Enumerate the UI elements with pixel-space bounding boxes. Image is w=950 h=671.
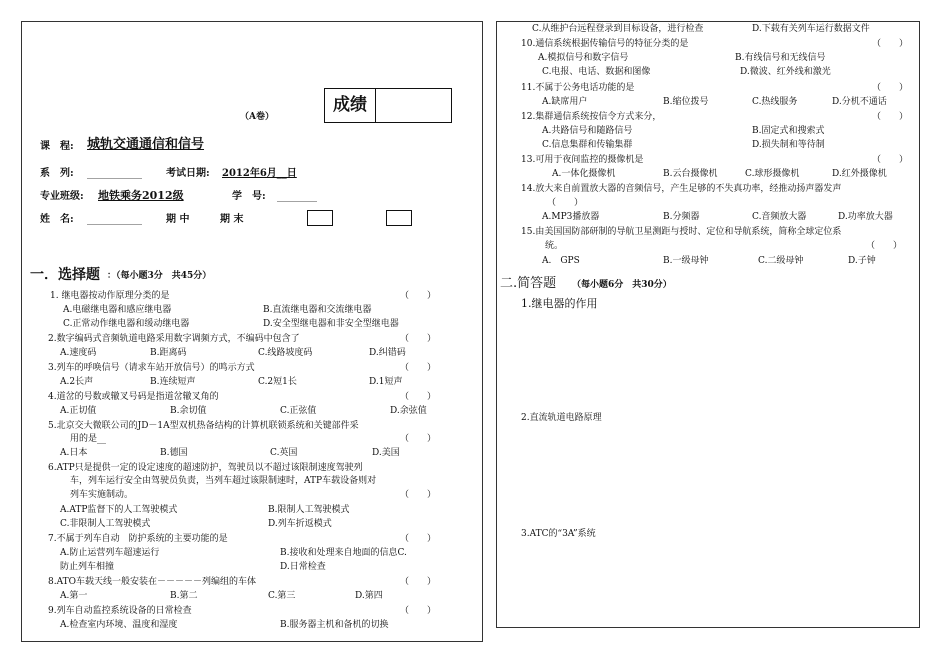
q8-option-d[interactable]: D.第四 [355, 591, 383, 601]
dept-field[interactable]: ___________ [87, 168, 142, 179]
q15-option-b[interactable]: B.一级母钟 [663, 256, 709, 266]
q5-option-d[interactable]: D.美国 [372, 448, 400, 458]
question-6-stem: 6.ATP只是提供一定的设定速度的超速防护，驾驶员以不超过该限制速度驾驶列 [48, 463, 363, 473]
q6-option-c[interactable]: C.非限制人工驾驶模式 [60, 519, 151, 529]
short-question-1: 1.继电器的作用 [521, 297, 598, 310]
q5-option-a[interactable]: A.日本 [60, 448, 88, 458]
answer-paren-14[interactable]: （ ） [547, 198, 584, 208]
major-value: 地铁乘务2012级 [98, 189, 184, 202]
q13-option-a[interactable]: A.一体化摄像机 [552, 169, 616, 179]
q11-option-c[interactable]: C.热线服务 [752, 97, 798, 107]
question-12-stem: 12.集群通信系统按信令方式来分， [521, 112, 662, 122]
answer-paren-6[interactable]: （ ） [400, 490, 437, 500]
q3-option-b[interactable]: B.连续短声 [150, 377, 196, 387]
q3-option-a[interactable]: A.2长声 [60, 377, 94, 387]
q9-option-d[interactable]: D.下载有关列车运行数据文件 [752, 24, 870, 34]
question-14-stem: 14.放大来自前置放大器的音频信号，产生足够的不失真功率，经推动扬声器发声 [521, 184, 842, 194]
dept-label: 系 列: [40, 168, 74, 179]
q5-option-c[interactable]: C.英国 [270, 448, 298, 458]
q14-option-c[interactable]: C.音频放大器 [752, 212, 807, 222]
q4-option-a[interactable]: A.正切值 [60, 406, 97, 416]
section1-note: ：（每小题3分 共45分） [107, 271, 212, 281]
answer-paren-10[interactable]: （ ） [872, 39, 909, 49]
score-box [324, 88, 452, 123]
name-field[interactable]: ___________ [87, 214, 142, 225]
student-no-field[interactable]: ________ [277, 191, 317, 202]
question-5-stem-cont: 用的是__ [70, 434, 107, 444]
major-label: 专业班级: [40, 191, 84, 202]
q4-option-d[interactable]: D.余弦值 [390, 406, 427, 416]
answer-paren-13[interactable]: （ ） [872, 155, 909, 165]
q9-option-a[interactable]: A.检查室内环境、温度和湿度 [60, 620, 178, 630]
section2-title: 二.简答题 [500, 276, 557, 291]
q5-option-b[interactable]: B.德国 [160, 448, 188, 458]
q1-option-a[interactable]: A.电磁继电器和感应继电器 [63, 305, 172, 315]
answer-paren-1[interactable]: （ ） [400, 291, 437, 301]
question-1-stem: 1. 继电器按动作原理分类的是 [50, 291, 170, 301]
q6-option-a[interactable]: A.ATP监督下的人工驾驶模式 [60, 505, 178, 515]
q2-option-d[interactable]: D.纠错码 [369, 348, 406, 358]
answer-paren-4[interactable]: （ ） [400, 392, 437, 402]
q1-option-d[interactable]: D.安全型继电器和非安全型继电器 [263, 319, 399, 329]
q1-option-b[interactable]: B.直流继电器和交流继电器 [263, 305, 372, 315]
answer-paren-12[interactable]: （ ） [872, 112, 909, 122]
question-6-stem-cont2: 列车实施制动。 [70, 490, 134, 500]
answer-paren-7[interactable]: （ ） [400, 534, 437, 544]
final-checkbox[interactable] [386, 210, 412, 226]
q11-option-a[interactable]: A.缺席用户 [542, 97, 588, 107]
q10-option-c[interactable]: C.电报、电话、数据和图像 [542, 67, 651, 77]
q9-option-c[interactable]: C.从维护台远程登录到目标设备，进行检查 [532, 24, 704, 34]
q12-option-b[interactable]: B.固定式和搜索式 [752, 126, 825, 136]
answer-paren-5[interactable]: （ ） [400, 434, 437, 444]
q12-option-a[interactable]: A.共路信号和随路信号 [542, 126, 633, 136]
q6-option-b[interactable]: B.限制人工驾驶模式 [268, 505, 350, 515]
q2-option-b[interactable]: B.距离码 [150, 348, 187, 358]
q7-option-b[interactable]: B.接收和处理来自地面的信息C. [280, 548, 407, 558]
question-2-stem: 2.数字编码式音频轨道电路采用数字调频方式，不编码中包含了 [48, 334, 300, 344]
course-name: 城轨交通通信和信号 [87, 137, 205, 152]
q6-option-d[interactable]: D.列车折返模式 [268, 519, 332, 529]
q11-option-d[interactable]: D.分机不通话 [832, 97, 887, 107]
q12-option-d[interactable]: D.损失制和等待制 [752, 140, 825, 150]
q10-option-a[interactable]: A.模拟信号和数字信号 [538, 53, 629, 63]
q8-option-c[interactable]: C.第三 [268, 591, 296, 601]
q14-option-a[interactable]: A.MP3播放器 [542, 212, 600, 222]
q4-option-b[interactable]: B.余切值 [170, 406, 207, 416]
q3-option-d[interactable]: D.1短声 [369, 377, 403, 387]
paper-label: （A卷） [240, 112, 274, 122]
short-question-2: 2.直流轨道电路原理 [521, 413, 602, 423]
q14-option-d[interactable]: D.功率放大器 [838, 212, 893, 222]
q10-option-d[interactable]: D.微波、红外线和激光 [740, 67, 831, 77]
q7-option-d[interactable]: D.日常检查 [280, 562, 326, 572]
q3-option-c[interactable]: C.2短1长 [258, 377, 297, 387]
q15-option-d[interactable]: D.子钟 [848, 256, 876, 266]
q11-option-b[interactable]: B.缩位拨号 [663, 97, 709, 107]
question-15-stem-cont: 统。 [545, 241, 564, 251]
q8-option-a[interactable]: A.第一 [60, 591, 88, 601]
exam-date-value: 2012年6月__日 [222, 168, 297, 179]
short-question-3: 3.ATC的“3A”系统 [521, 529, 596, 539]
q15-option-c[interactable]: C.二级母钟 [758, 256, 804, 266]
question-4-stem: 4.道岔的号数或辙叉号码是指道岔辙叉角的 [48, 392, 219, 402]
question-3-stem: 3.列车的呼唤信号（请求车站开放信号）的鸣示方式 [48, 363, 255, 373]
question-10-stem: 10.通信系统根据传输信号的特征分类的是 [521, 39, 689, 49]
question-5-stem: 5.北京交大微联公司的JD－1A型双机热备结构的计算机联锁系统和关键部件采 [48, 421, 359, 431]
question-15-stem: 15.由美国国防部研制的导航卫星测距与授时、定位和导航系统，简称全球定位系 [521, 227, 842, 237]
q14-option-b[interactable]: B.分频器 [663, 212, 700, 222]
q2-option-a[interactable]: A.速度码 [60, 348, 97, 358]
q7-option-b-cont: 防止列车相撞 [60, 562, 115, 572]
section2-note: （每小题6分 共30分） [572, 280, 672, 290]
q10-option-b[interactable]: B.有线信号和无线信号 [735, 53, 826, 63]
answer-paren-11[interactable]: （ ） [872, 83, 909, 93]
q7-option-a[interactable]: A.防止运营列车超速运行 [60, 548, 160, 558]
q2-option-c[interactable]: C.线路坡度码 [258, 348, 313, 358]
score-label: 成绩 [325, 89, 376, 122]
q13-option-d[interactable]: D.红外摄像机 [832, 169, 887, 179]
exam-date-label: 考试日期: [166, 168, 210, 179]
answer-paren-15[interactable]: （ ） [866, 241, 903, 251]
answer-paren-8[interactable]: （ ） [400, 577, 437, 587]
midterm-label: 期 中 [166, 214, 190, 225]
midterm-checkbox[interactable] [307, 210, 333, 226]
question-7-stem: 7.不属于列车自动 防护系统的主要功能的是 [48, 534, 228, 544]
question-9-stem: 9.列车自动监控系统设备的日常检查 [48, 606, 192, 616]
name-label: 姓 名: [40, 214, 74, 225]
course-label: 课 程: [40, 141, 74, 152]
q13-option-c[interactable]: C.球形摄像机 [745, 169, 800, 179]
q9-option-b[interactable]: B.服务器主机和备机的切换 [280, 620, 389, 630]
section1-title: 一．选择题 [30, 267, 100, 283]
q8-option-b[interactable]: B.第二 [170, 591, 198, 601]
question-8-stem: 8.ATO车载天线一般安装在－－－－－列编组的车体 [48, 577, 256, 587]
answer-paren-3[interactable]: （ ） [400, 363, 437, 373]
q1-option-c[interactable]: C.正常动作继电器和缓动继电器 [63, 319, 190, 329]
question-6-stem-cont: 车，列车运行安全由驾驶员负责，当列车超过该限制速时，ATP车载设备则对 [70, 476, 377, 486]
q4-option-c[interactable]: C.正弦值 [280, 406, 317, 416]
answer-paren-9[interactable]: （ ） [400, 606, 437, 616]
answer-paren-2[interactable]: （ ） [400, 334, 437, 344]
student-no-label: 学 号: [232, 191, 266, 202]
question-13-stem: 13.可用于夜间监控的摄像机是 [521, 155, 644, 165]
final-label: 期 末 [220, 214, 244, 225]
q12-option-c[interactable]: C.信息集群和传输集群 [542, 140, 633, 150]
q13-option-b[interactable]: B.云台摄像机 [663, 169, 718, 179]
q15-option-a[interactable]: A. GPS [542, 256, 580, 266]
question-11-stem: 11.不属于公务电话功能的是 [521, 83, 635, 93]
